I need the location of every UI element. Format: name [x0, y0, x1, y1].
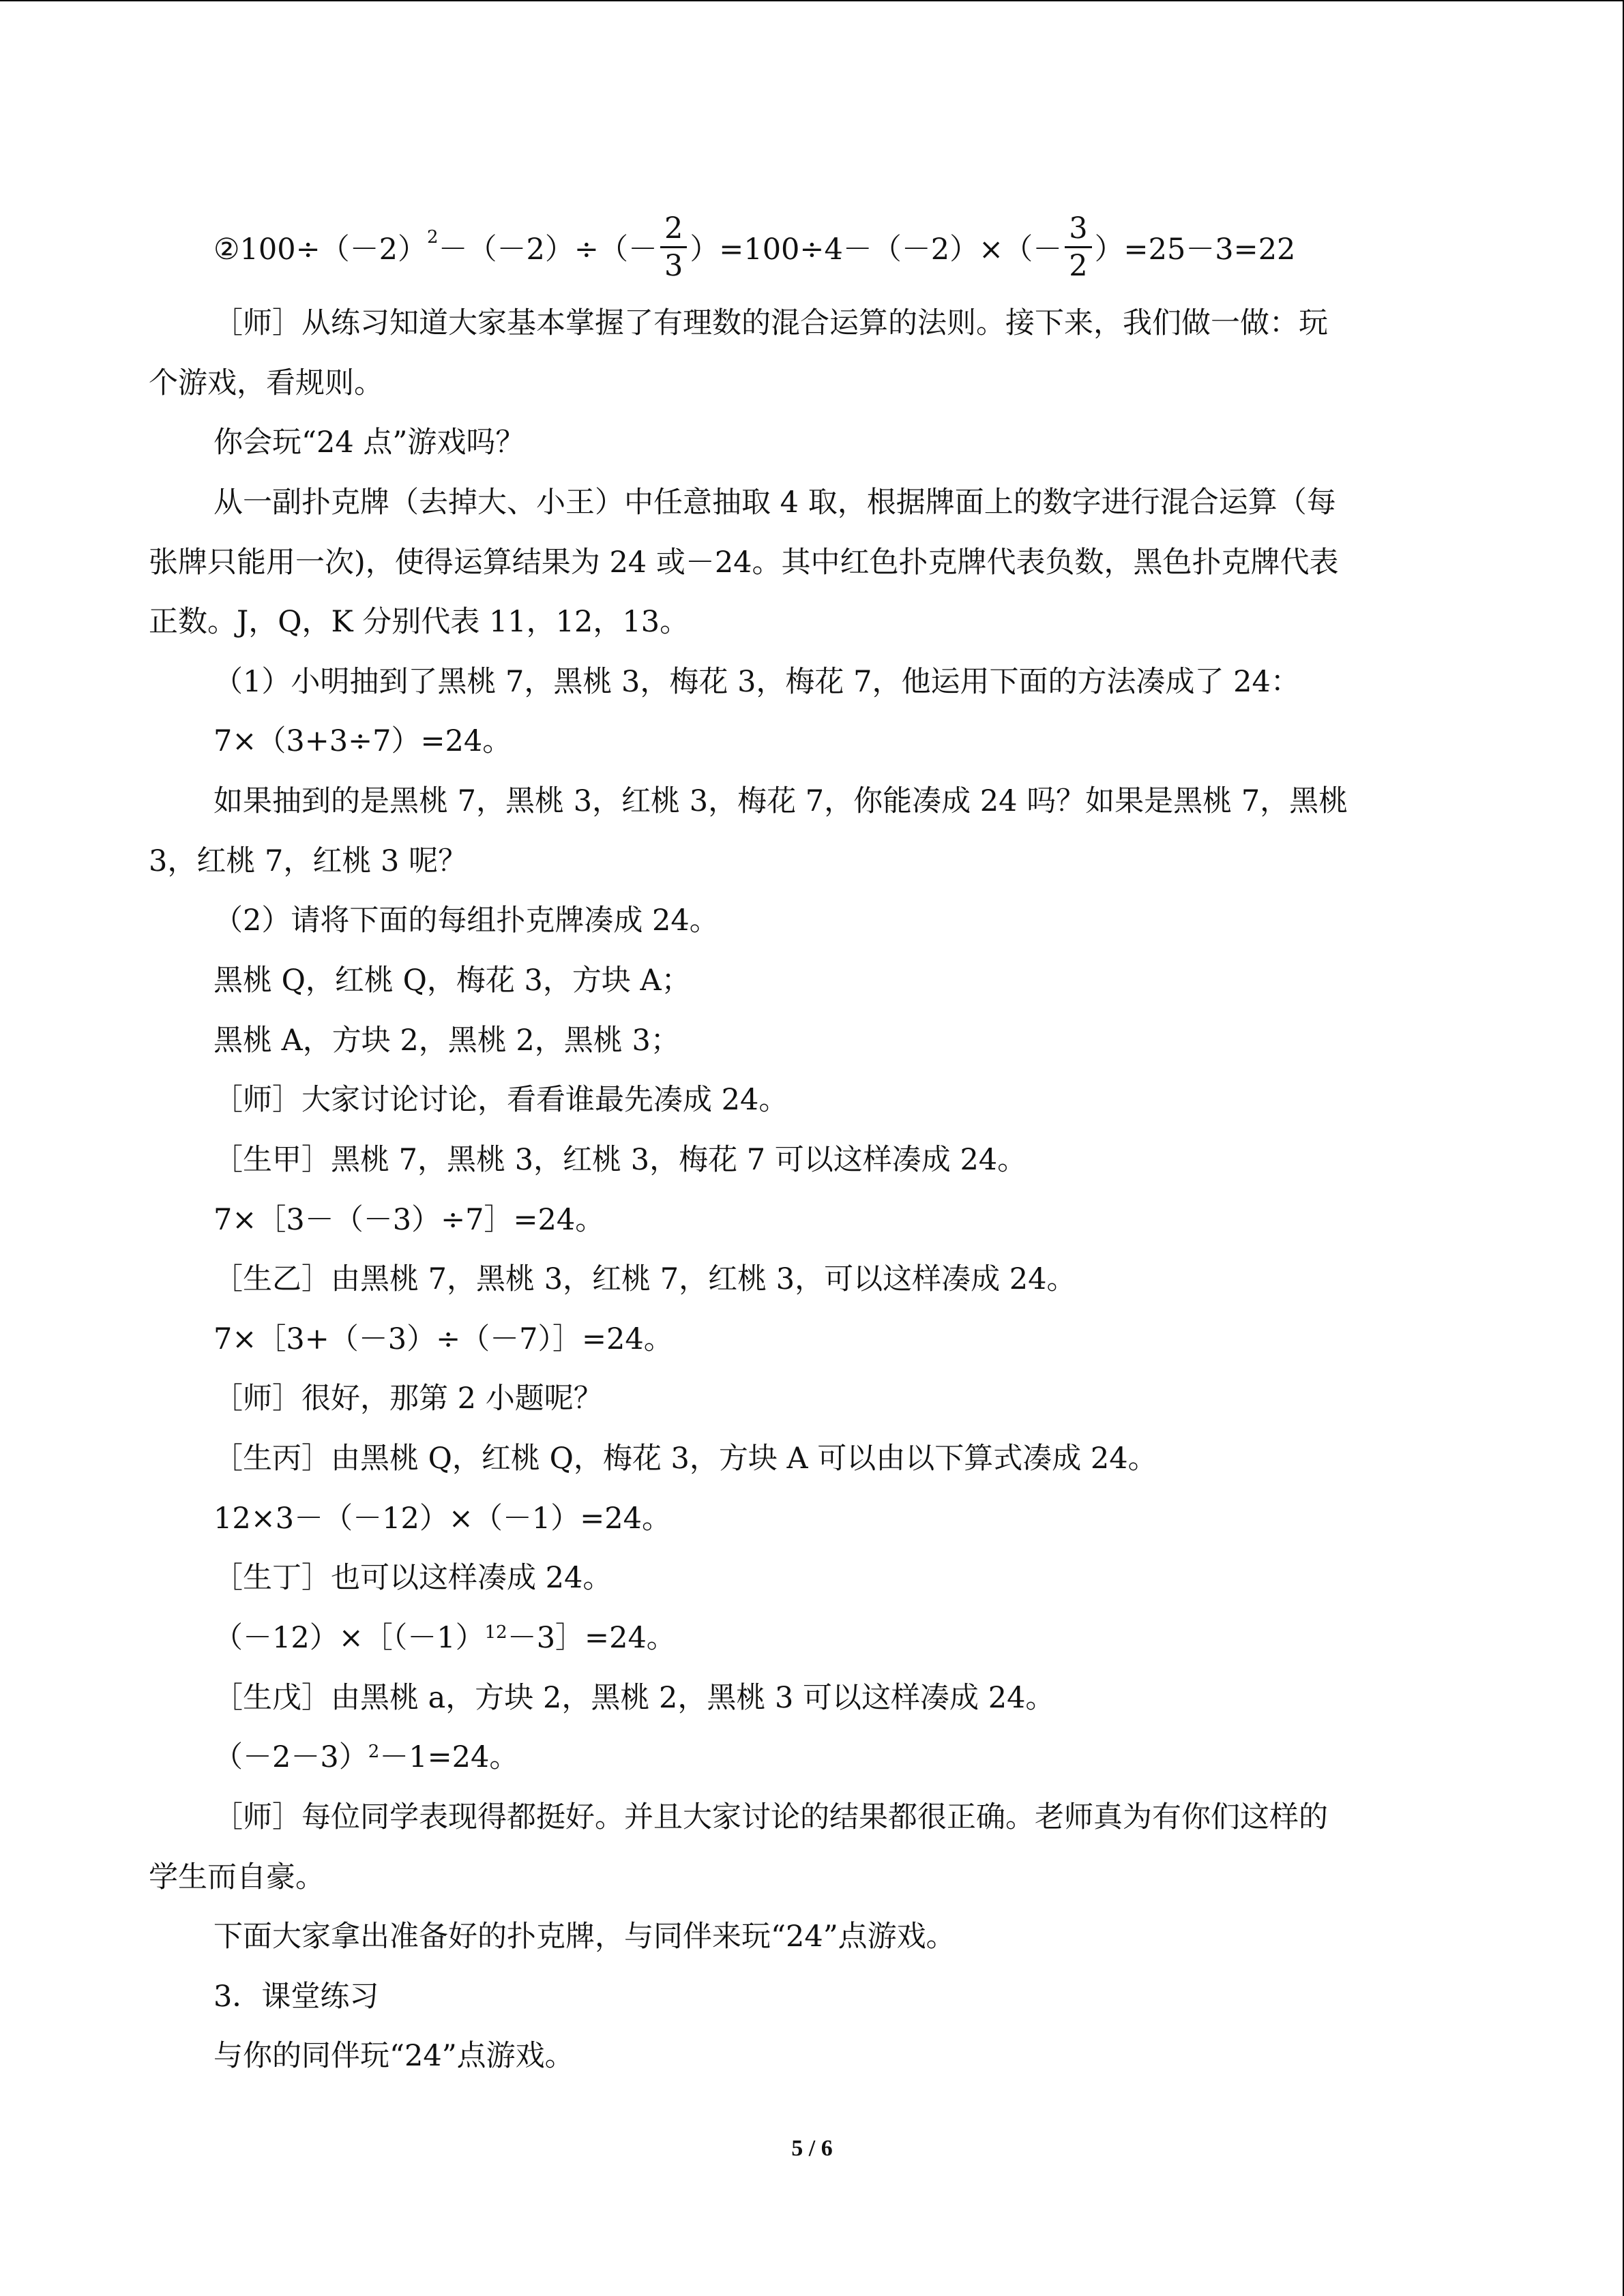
- paragraph-line: ［师］很好，那第 2 小题呢？: [213, 1382, 603, 1416]
- paragraph-line: ［师］每位同学表现得都挺好。并且大家讨论的结果都很正确。老师真为有你们这样的: [213, 1800, 1328, 1834]
- paragraph-line: [213, 1737, 518, 1782]
- equation-part: ）=25－3=22: [1094, 232, 1296, 267]
- text-part: （－2－3）: [213, 1740, 368, 1774]
- paragraph-line: 12×3－（－12）×（－1）=24。: [213, 1502, 671, 1536]
- paragraph-line: 7×［3－（－3）÷7］=24。: [213, 1203, 605, 1237]
- paragraph-line: ［师］大家讨论讨论，看看谁最先凑成 24。: [213, 1083, 788, 1117]
- paragraph-line: 下面大家拿出准备好的扑克牌，与同伴来玩“24”点游戏。: [213, 1920, 956, 1954]
- paragraph-line: ［生丙］由黑桃 Q，红桃 Q，梅花 3，方块 A 可以由以下算式凑成 24。: [213, 1442, 1157, 1476]
- paragraph-line: ［生丁］也可以这样凑成 24。: [213, 1561, 612, 1595]
- equation-part: ②100÷（－2）: [213, 232, 428, 267]
- equation-part: －（－2）÷（－: [438, 232, 658, 267]
- paragraph-line: [213, 1617, 676, 1663]
- page-number: 5 / 6: [791, 2136, 833, 2161]
- paragraph-line: ［生甲］黑桃 7，黑桃 3，红桃 3，梅花 7 可以这样凑成 24。: [213, 1143, 1027, 1177]
- paragraph-line: 7×（3+3÷7）=24。: [213, 724, 512, 758]
- paragraph-line: 黑桃 Q，红桃 Q，梅花 3，方块 A；: [213, 964, 691, 998]
- paragraph-line: 与你的同伴玩“24”点游戏。: [213, 2039, 574, 2073]
- text-part: －1=24。: [379, 1740, 519, 1774]
- paragraph-line: 从一副扑克牌（去掉大、小王）中任意抽取 4 取，根据牌面上的数字进行混合运算（每: [213, 486, 1336, 520]
- paragraph-line: （2）请将下面的每组扑克牌凑成 24。: [213, 904, 719, 938]
- fraction: [1065, 211, 1091, 284]
- exponent: 2: [368, 1742, 380, 1762]
- fraction-numerator: 2: [660, 211, 687, 248]
- exponent: 2: [427, 227, 439, 248]
- paragraph-line: 3，红桃 7，红桃 3 呢？: [149, 844, 468, 878]
- paragraph-line: ［生戊］由黑桃 a，方块 2，黑桃 2，黑桃 3 可以这样凑成 24。: [213, 1681, 1055, 1715]
- paragraph-line: 张牌只能用一次)，使得运算结果为 24 或－24。其中红色扑克牌代表负数，黑色扑克牌代表: [149, 546, 1339, 580]
- paragraph-line: ［师］从练习知道大家基本掌握了有理数的混合运算的法则。接下来，我们做一做：玩: [213, 306, 1328, 340]
- fraction-denominator: 3: [664, 248, 683, 283]
- exponent: 12: [484, 1622, 507, 1643]
- fraction: [660, 211, 687, 284]
- paragraph-line: 7×［3+（－3）÷（－7）］=24。: [213, 1322, 673, 1356]
- paragraph-line: ［生乙］由黑桃 7，黑桃 3，红桃 7，红桃 3，可以这样凑成 24。: [213, 1262, 1076, 1296]
- paragraph-line: 如果抽到的是黑桃 7，黑桃 3，红桃 3，梅花 7，你能凑成 24 吗？如果是黑桃 7，黑桃: [213, 784, 1348, 818]
- fraction-numerator: 3: [1065, 211, 1091, 248]
- paragraph-line: （1）小明抽到了黑桃 7，黑桃 3，梅花 3，梅花 7，他运用下面的方法凑成了 24：: [213, 665, 1300, 699]
- section-heading: 3．课堂练习: [213, 1980, 379, 2014]
- text-part: （－12）×［（－1）: [213, 1621, 485, 1655]
- paragraph-line: 学生而自豪。: [149, 1860, 325, 1894]
- text-part: －3］=24。: [507, 1621, 676, 1655]
- equation-part: ）=100÷4－（－2）×（－: [690, 232, 1063, 267]
- fraction-denominator: 2: [1069, 248, 1088, 283]
- paragraph-line: 黑桃 A，方块 2，黑桃 2，黑桃 3；: [213, 1024, 680, 1058]
- equation-line: [213, 192, 1295, 301]
- paragraph-line: 个游戏，看规则。: [149, 366, 383, 400]
- paragraph-line: 你会玩“24 点”游戏吗？: [213, 426, 525, 460]
- paragraph-line: 正数。J，Q，K 分别代表 11，12，13。: [149, 605, 690, 639]
